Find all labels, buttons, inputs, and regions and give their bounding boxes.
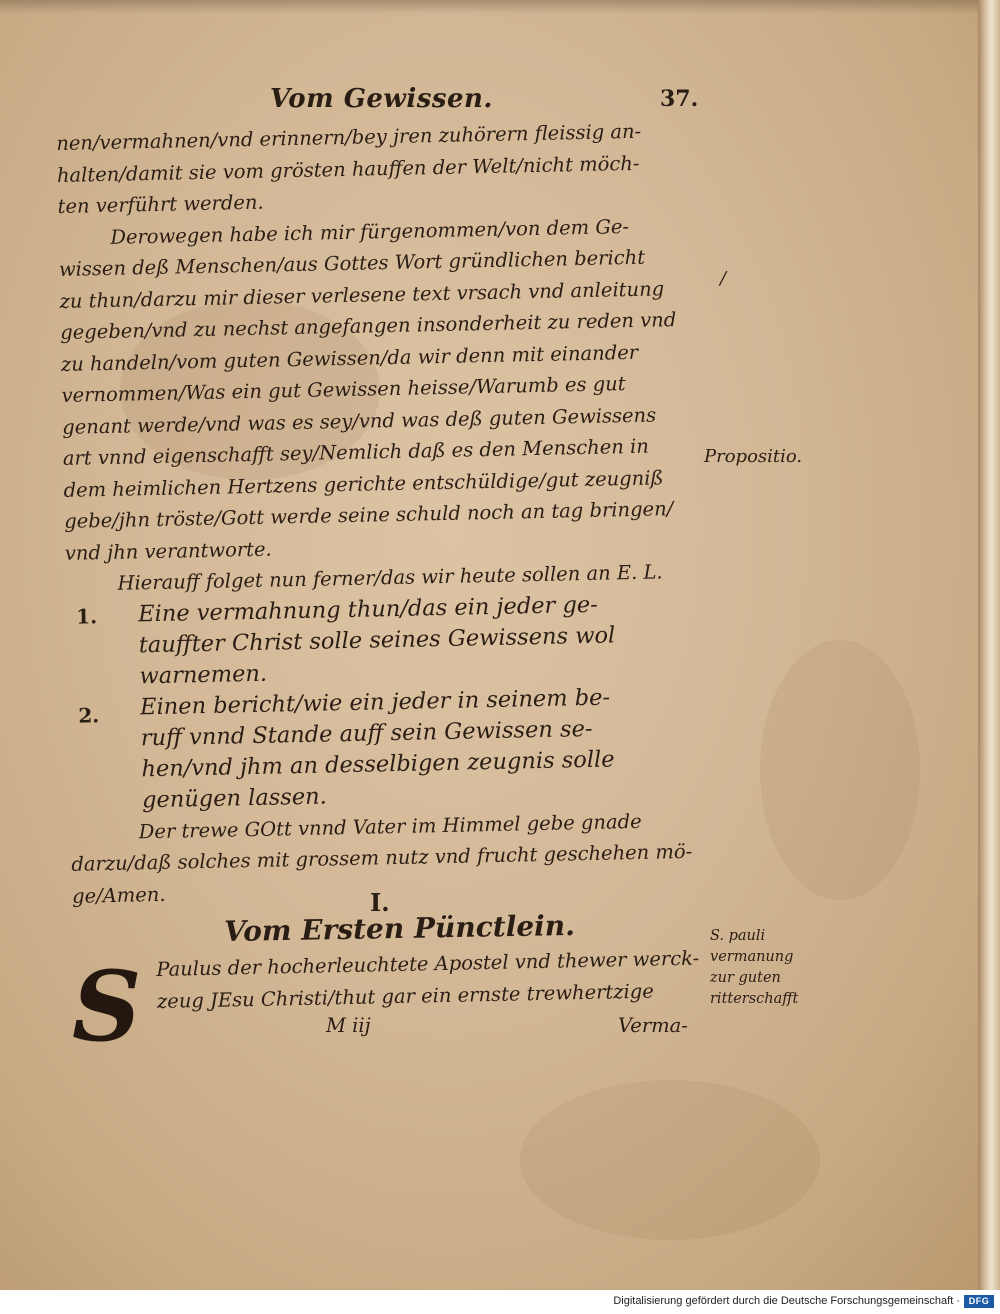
text-line: warnemen. bbox=[139, 660, 268, 689]
margin-mark: / bbox=[720, 268, 727, 289]
paper-stain bbox=[520, 1080, 820, 1240]
text-line: Der trewe GOtt vnnd Vater im Himmel gebe gnade bbox=[138, 809, 642, 843]
text-line: ge/Amen. bbox=[71, 882, 166, 908]
text-line: hen/vnd jhm an desselbigen zeugnis solle bbox=[141, 745, 615, 782]
text-line: zu thun/darzu mir dieser verlesene text vrsach vnd anleitung bbox=[59, 276, 665, 313]
text-line: ruff vnnd Stande auff sein Gewissen se- bbox=[140, 715, 593, 751]
dfg-logo-icon: DFG bbox=[964, 1295, 994, 1308]
decorated-initial: S bbox=[72, 950, 142, 1063]
text-line: darzu/daß solches mit grossem nutz vnd frucht geschehen mö- bbox=[71, 839, 693, 876]
text-line: nen/vermahnen/vnd erinnern/bey jren zuhörern fleissig an- bbox=[56, 119, 642, 155]
catchword: Verma- bbox=[618, 1014, 688, 1037]
margin-line: vermanung bbox=[710, 949, 794, 965]
text-line: gegeben/vnd zu nechst angefangen insonderheit zu reden vnd bbox=[60, 308, 677, 344]
text-line: Eine vermahnung thun/das ein jeder ge- bbox=[137, 591, 599, 627]
page-number: 37. bbox=[660, 86, 699, 112]
text-line: ten verführt werden. bbox=[57, 190, 264, 218]
list-item bbox=[68, 680, 710, 817]
text-line: genügen lassen. bbox=[141, 782, 328, 813]
list-item bbox=[66, 587, 708, 693]
item-number: 1. bbox=[75, 603, 98, 629]
text-line: Hierauff folget nun ferner/das wir heute sollen an E. L. bbox=[117, 560, 663, 595]
footer-credit: Digitalisierung gefördert durch die Deutsche Forschungsgemeinschaft · bbox=[613, 1295, 960, 1307]
page-top-shadow bbox=[0, 0, 1000, 14]
margin-line: S. pauli bbox=[710, 928, 766, 944]
text-line: wissen deß Menschen/aus Gottes Wort gründlichen bericht bbox=[58, 245, 646, 281]
body-text bbox=[56, 115, 712, 912]
text-line: halten/damit sie vom grösten hauffen der Welt/nicht möch- bbox=[56, 151, 640, 187]
page-edge bbox=[978, 0, 1000, 1290]
running-head: Vom Gewissen. bbox=[270, 84, 493, 114]
paper-stain bbox=[760, 640, 920, 900]
margin-line: ritterschafft bbox=[710, 991, 799, 1007]
signature-mark: M iij bbox=[326, 1014, 371, 1037]
text-line: vnd jhn verantworte. bbox=[64, 537, 272, 565]
text-line: art vnnd eigenschafft sey/Nemlich daß es den Menschen in bbox=[62, 434, 650, 470]
margin-note-pauli bbox=[710, 926, 830, 1010]
item-number: 2. bbox=[78, 702, 100, 728]
text-line: Einen bericht/wie ein jeder in seinem be- bbox=[139, 684, 611, 720]
text-line: vernommen/Was ein gut Gewissen heisse/Warumb es gut bbox=[61, 372, 626, 407]
margin-note-propositio: Propositio. bbox=[704, 446, 803, 467]
footer-bar bbox=[0, 1290, 1000, 1314]
text-line: tauffter Christ solle seines Gewissens wol bbox=[138, 621, 616, 658]
section-text bbox=[156, 942, 717, 1017]
text-line: dem heimlichen Hertzens gerichte entschüldige/gut zeugniß bbox=[63, 465, 664, 502]
text-line: Paulus der hocherleuchtete Apostel vnd thewer werck- bbox=[156, 946, 700, 981]
text-line: gebe/jhn tröste/Gott werde seine schuld noch an tag bringen/ bbox=[64, 497, 674, 533]
text-line: Derowegen habe ich mir fürgenommen/von dem Ge- bbox=[110, 214, 630, 249]
text-line: zeug JEsu Christi/thut gar ein ernste trewhertzige bbox=[156, 979, 655, 1013]
text-line: zu handeln/vom guten Gewissen/da wir denn mit einander bbox=[60, 340, 639, 376]
margin-line: zur guten bbox=[710, 970, 781, 986]
text-line: genant werde/vnd was es sey/vnd was deß guten Gewissens bbox=[62, 402, 657, 439]
section-number: I. bbox=[370, 888, 390, 917]
section-title: Vom Ersten Pünctlein. bbox=[223, 908, 576, 949]
